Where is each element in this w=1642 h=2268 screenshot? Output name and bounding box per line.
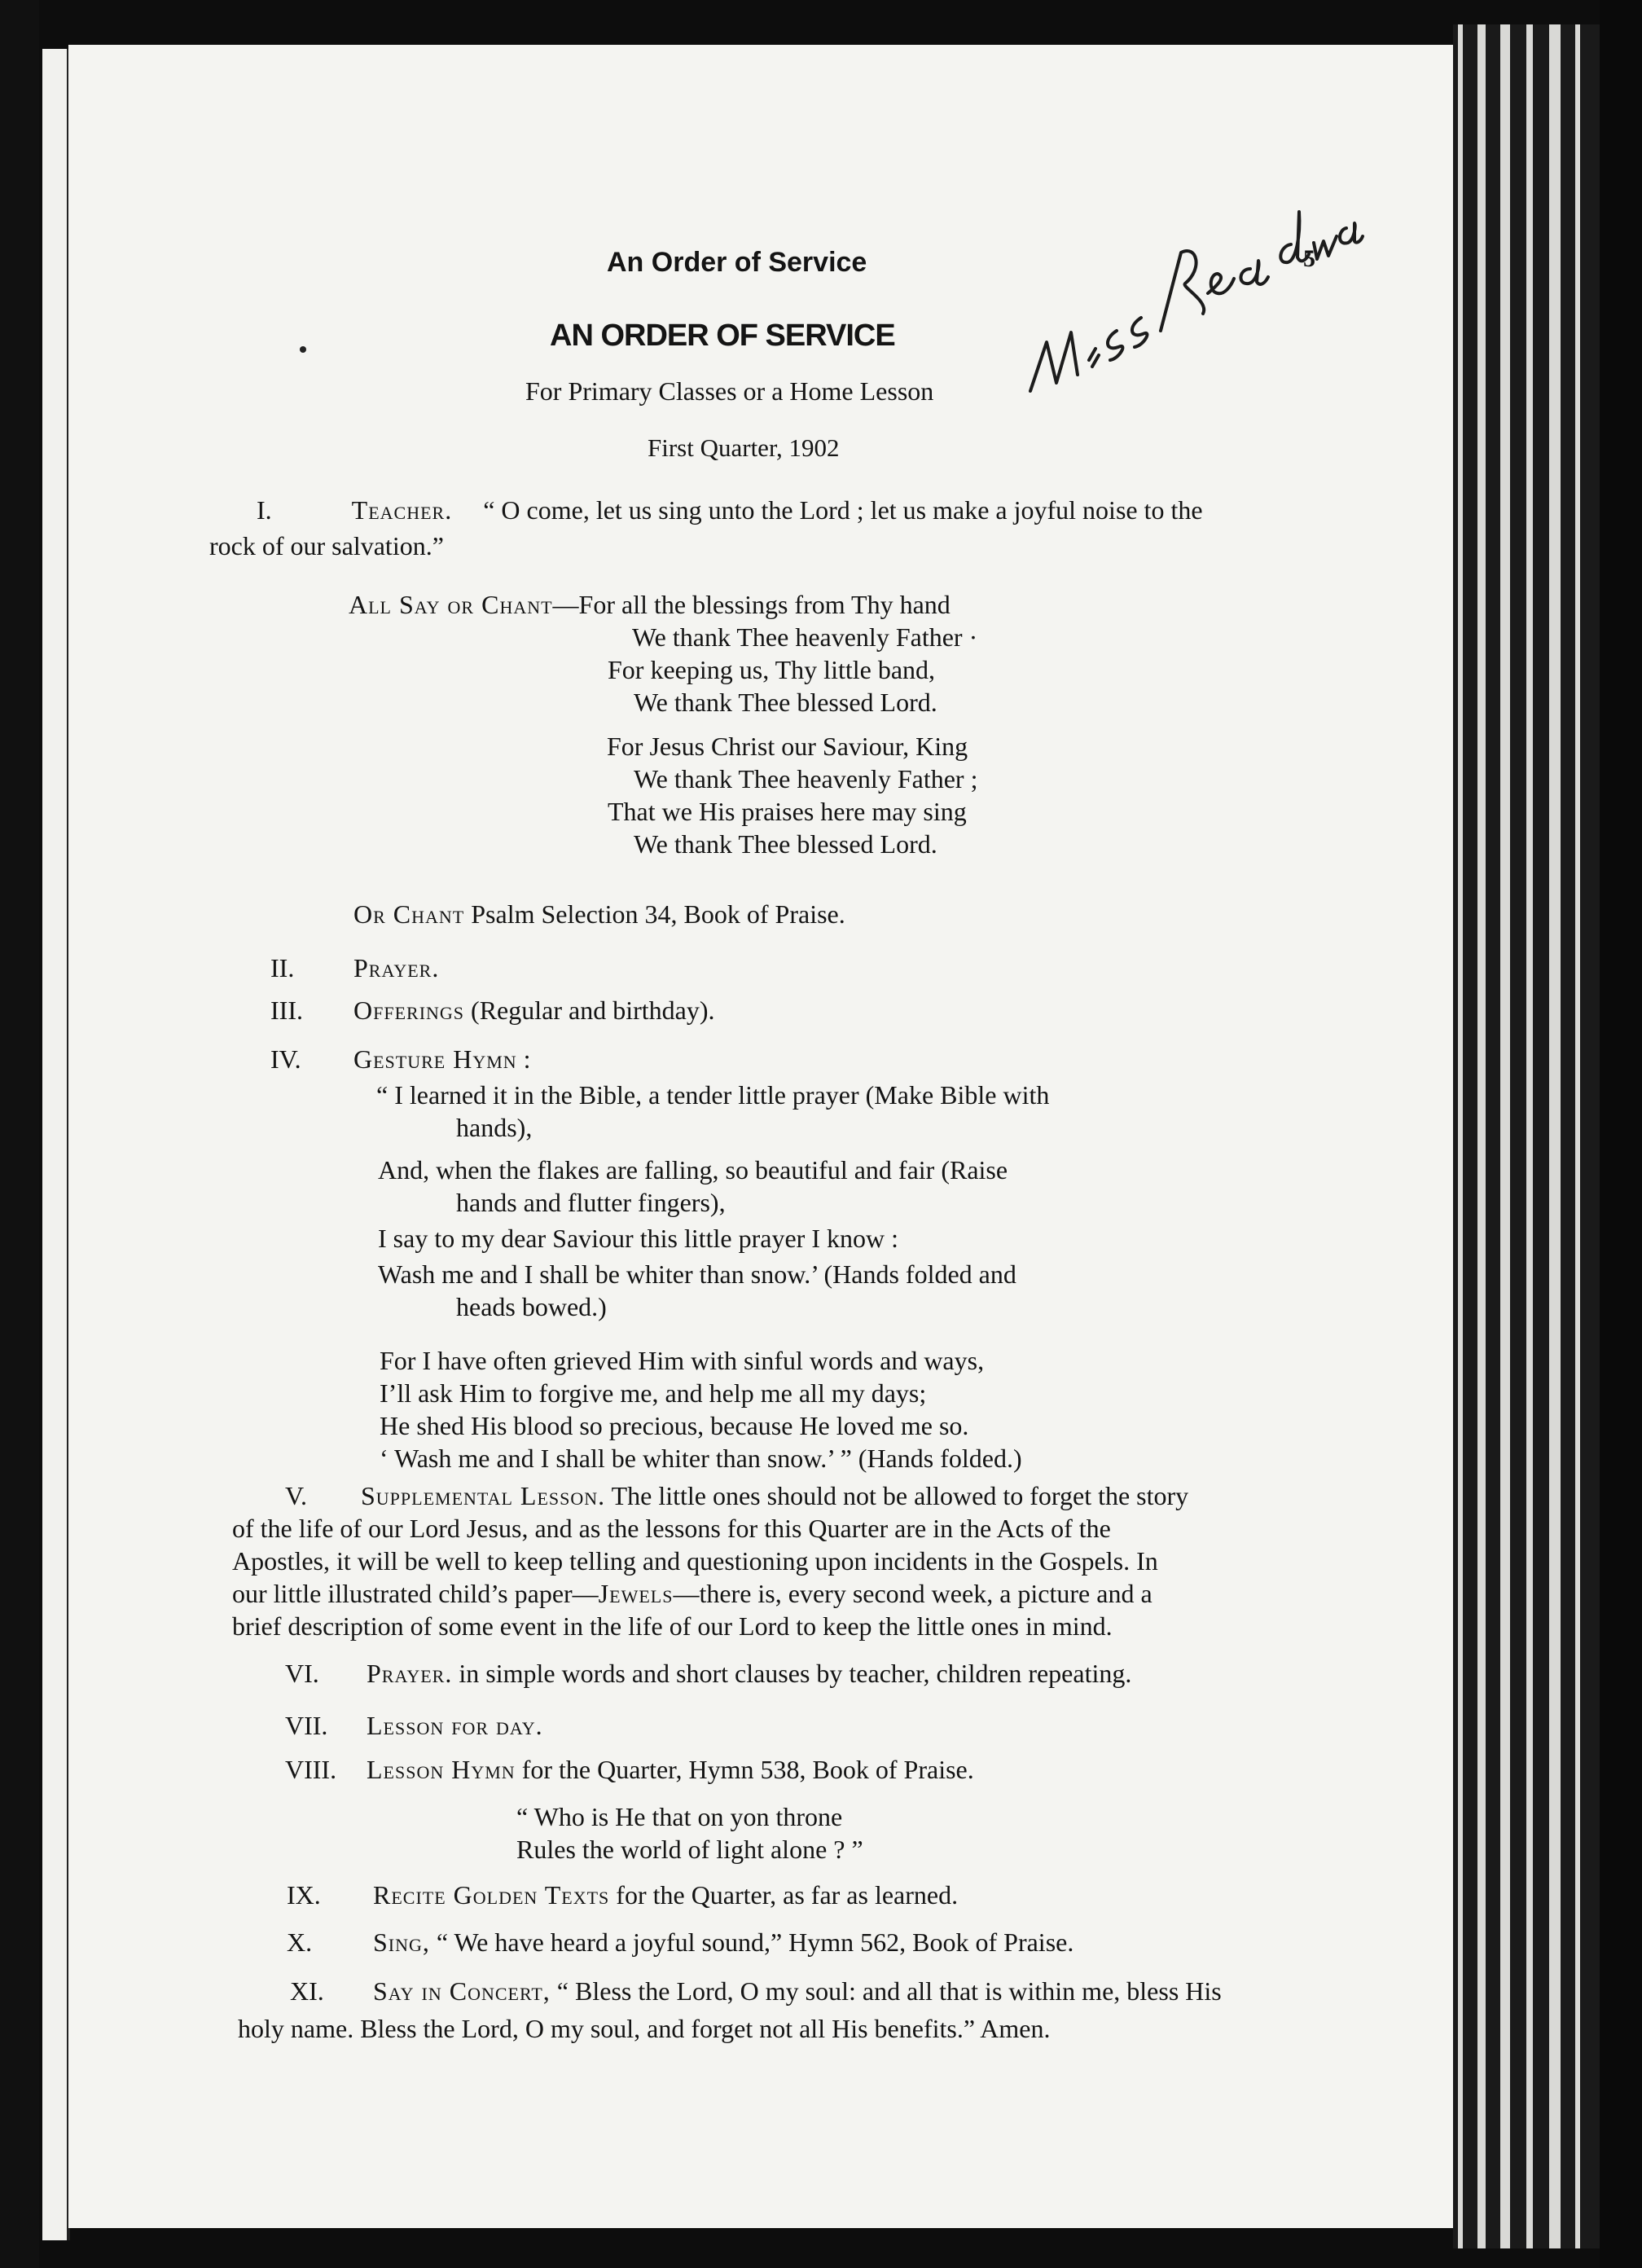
running-head: An Order of Service <box>607 247 867 278</box>
chant-line: That we His praises here may sing <box>608 797 967 826</box>
chant-line <box>349 588 951 621</box>
hymn-quote-line: Rules the world of light alone ? ” <box>516 1835 863 1864</box>
section-text: in simple words and short clauses by teacher, children repeating. <box>459 1659 1132 1688</box>
page-edge-line <box>1477 24 1486 2248</box>
section-5-line <box>232 1577 1152 1610</box>
section-label: Prayer. <box>367 1659 453 1688</box>
chant-line: We thank Thee heavenly Father ; <box>634 764 978 793</box>
page-subtitle: For Primary Classes or a Home Lesson <box>525 376 934 406</box>
ink-dot <box>300 346 306 353</box>
page-edge-line <box>1575 24 1580 2248</box>
chant-text: —For all the blessings from Thy hand <box>552 590 951 619</box>
section-10-line <box>373 1926 1073 1958</box>
chant-line: We thank Thee blessed Lord. <box>634 829 937 859</box>
section-11-numeral: XI. <box>290 1976 324 2006</box>
section-11-line <box>373 1975 1222 2007</box>
section-10-numeral: X. <box>287 1927 313 1957</box>
hymn-line: I’ll ask Him to forgive me, and help me all my days; <box>380 1378 927 1408</box>
hymn-line: I say to my dear Saviour this little prayer I know : <box>378 1224 898 1253</box>
hymn-quote-line: “ Who is He that on yon throne <box>516 1802 843 1831</box>
hymn-line: heads bowed.) <box>456 1292 607 1321</box>
section-text: “ Bless the Lord, O my soul: and all that is within me, bless His <box>556 1976 1222 2006</box>
hymn-line: Wash me and I shall be whiter than snow.’ (Hands folded and <box>378 1259 1016 1289</box>
section-3-line <box>353 994 714 1026</box>
section-5-line: brief description of some event in the life of our Lord to keep the little ones in mind. <box>232 1611 1113 1641</box>
section-5-line: of the life of our Lord Jesus, and as the lessons for this Quarter are in the Acts of the <box>232 1514 1111 1543</box>
section-label: Say in Concert, <box>373 1976 551 2006</box>
hymn-line: hands and flutter fingers), <box>456 1188 726 1217</box>
page-stack-edges <box>1453 24 1600 2248</box>
section-text: —there is, every second week, a picture and a <box>673 1579 1152 1608</box>
page-edge-line <box>1526 24 1533 2248</box>
facing-page-edge <box>42 49 70 2240</box>
section-6-numeral: VI. <box>285 1659 319 1688</box>
chant-line: We thank Thee heavenly Father · <box>632 622 978 652</box>
hymn-line: He shed His blood so precious, because He loved me so. <box>380 1411 969 1440</box>
section-text: “ O come, let us sing unto the Lord ; let us make a joyful noise to the <box>483 495 1203 525</box>
or-chant-label: Or Chant <box>353 899 465 929</box>
chant-label: All Say or Chant <box>349 590 553 619</box>
section-numeral: V. <box>285 1481 307 1510</box>
section-9-line <box>373 1879 958 1911</box>
section-2-label: Prayer. <box>353 953 440 982</box>
section-8-numeral: VIII. <box>285 1755 337 1784</box>
section-5-line: Apostles, it will be well to keep telling and questioning upon incidents in the Gospels. In <box>232 1546 1158 1576</box>
page-number: 5 <box>1303 245 1315 272</box>
section-text: The little ones should not be allowed to forget the story <box>611 1481 1189 1510</box>
date-line: First Quarter, 1902 <box>648 433 840 462</box>
hymn-line: And, when the flakes are falling, so beautiful and fair (Raise <box>378 1155 1008 1185</box>
hymn-line: ‘ Wash me and I shall be whiter than snow.’ ” (Hands folded.) <box>380 1444 1022 1473</box>
hymn-line: “ I learned it in the Bible, a tender little prayer (Make Bible with <box>376 1080 1050 1110</box>
section-4-numeral: IV. <box>270 1044 301 1074</box>
paper-name: Jewels <box>598 1579 674 1608</box>
page-edge-line <box>1500 24 1510 2248</box>
or-chant-text: Psalm Selection 34, Book of Praise. <box>471 899 845 929</box>
section-text: for the Quarter, as far as learned. <box>616 1880 959 1910</box>
section-7-label: Lesson for day. <box>367 1711 543 1740</box>
page-edge-line <box>1549 24 1561 2248</box>
section-text: for the Quarter, Hymn 538, Book of Praise. <box>521 1755 974 1784</box>
chant-line: For Jesus Christ our Saviour, King <box>607 732 968 761</box>
chant-line: We thank Thee blessed Lord. <box>634 688 937 717</box>
section-label: Sing, <box>373 1927 430 1957</box>
section-text: (Regular and birthday). <box>471 996 715 1025</box>
section-4-heading <box>353 1043 531 1075</box>
section-1-line: rock of our salvation.” <box>209 531 444 560</box>
section-label: Lesson Hymn <box>367 1755 516 1784</box>
section-text: “ We have heard a joyful sound,” Hymn 562, Book of Praise. <box>436 1927 1074 1957</box>
section-8-line <box>367 1753 974 1786</box>
section-6-line <box>367 1657 1131 1690</box>
section-2-numeral: II. <box>270 953 295 982</box>
handwritten-signature <box>1014 147 1372 424</box>
hymn-line: For I have often grieved Him with sinful words and ways, <box>380 1346 985 1375</box>
right-scan-border <box>1600 0 1642 2268</box>
chant-line: For keeping us, Thy little band, <box>608 655 936 684</box>
section-5-line <box>285 1479 1188 1512</box>
section-colon: : <box>523 1044 531 1074</box>
section-label: Recite Golden Texts <box>373 1880 610 1910</box>
or-chant-line <box>353 898 845 930</box>
section-label: Gesture Hymn <box>353 1044 517 1074</box>
section-7-numeral: VII. <box>285 1711 328 1740</box>
page-edge-line <box>1458 24 1463 2248</box>
section-9-numeral: IX. <box>287 1880 321 1910</box>
section-1-line <box>257 494 1203 526</box>
section-text: our little illustrated child’s paper— <box>232 1579 599 1608</box>
left-scan-border <box>0 0 39 2268</box>
section-11-line: holy name. Bless the Lord, O my soul, and forget not all His benefits.” Amen. <box>238 2014 1051 2043</box>
section-label: Supplemental Lesson. <box>360 1481 606 1510</box>
section-label: Offerings <box>353 996 465 1025</box>
section-3-numeral: III. <box>270 996 303 1025</box>
section-label: Teacher. <box>351 495 453 525</box>
section-numeral: I. <box>257 495 272 525</box>
page-title: AN ORDER OF SERVICE <box>550 319 895 353</box>
hymn-line: hands), <box>456 1113 533 1142</box>
